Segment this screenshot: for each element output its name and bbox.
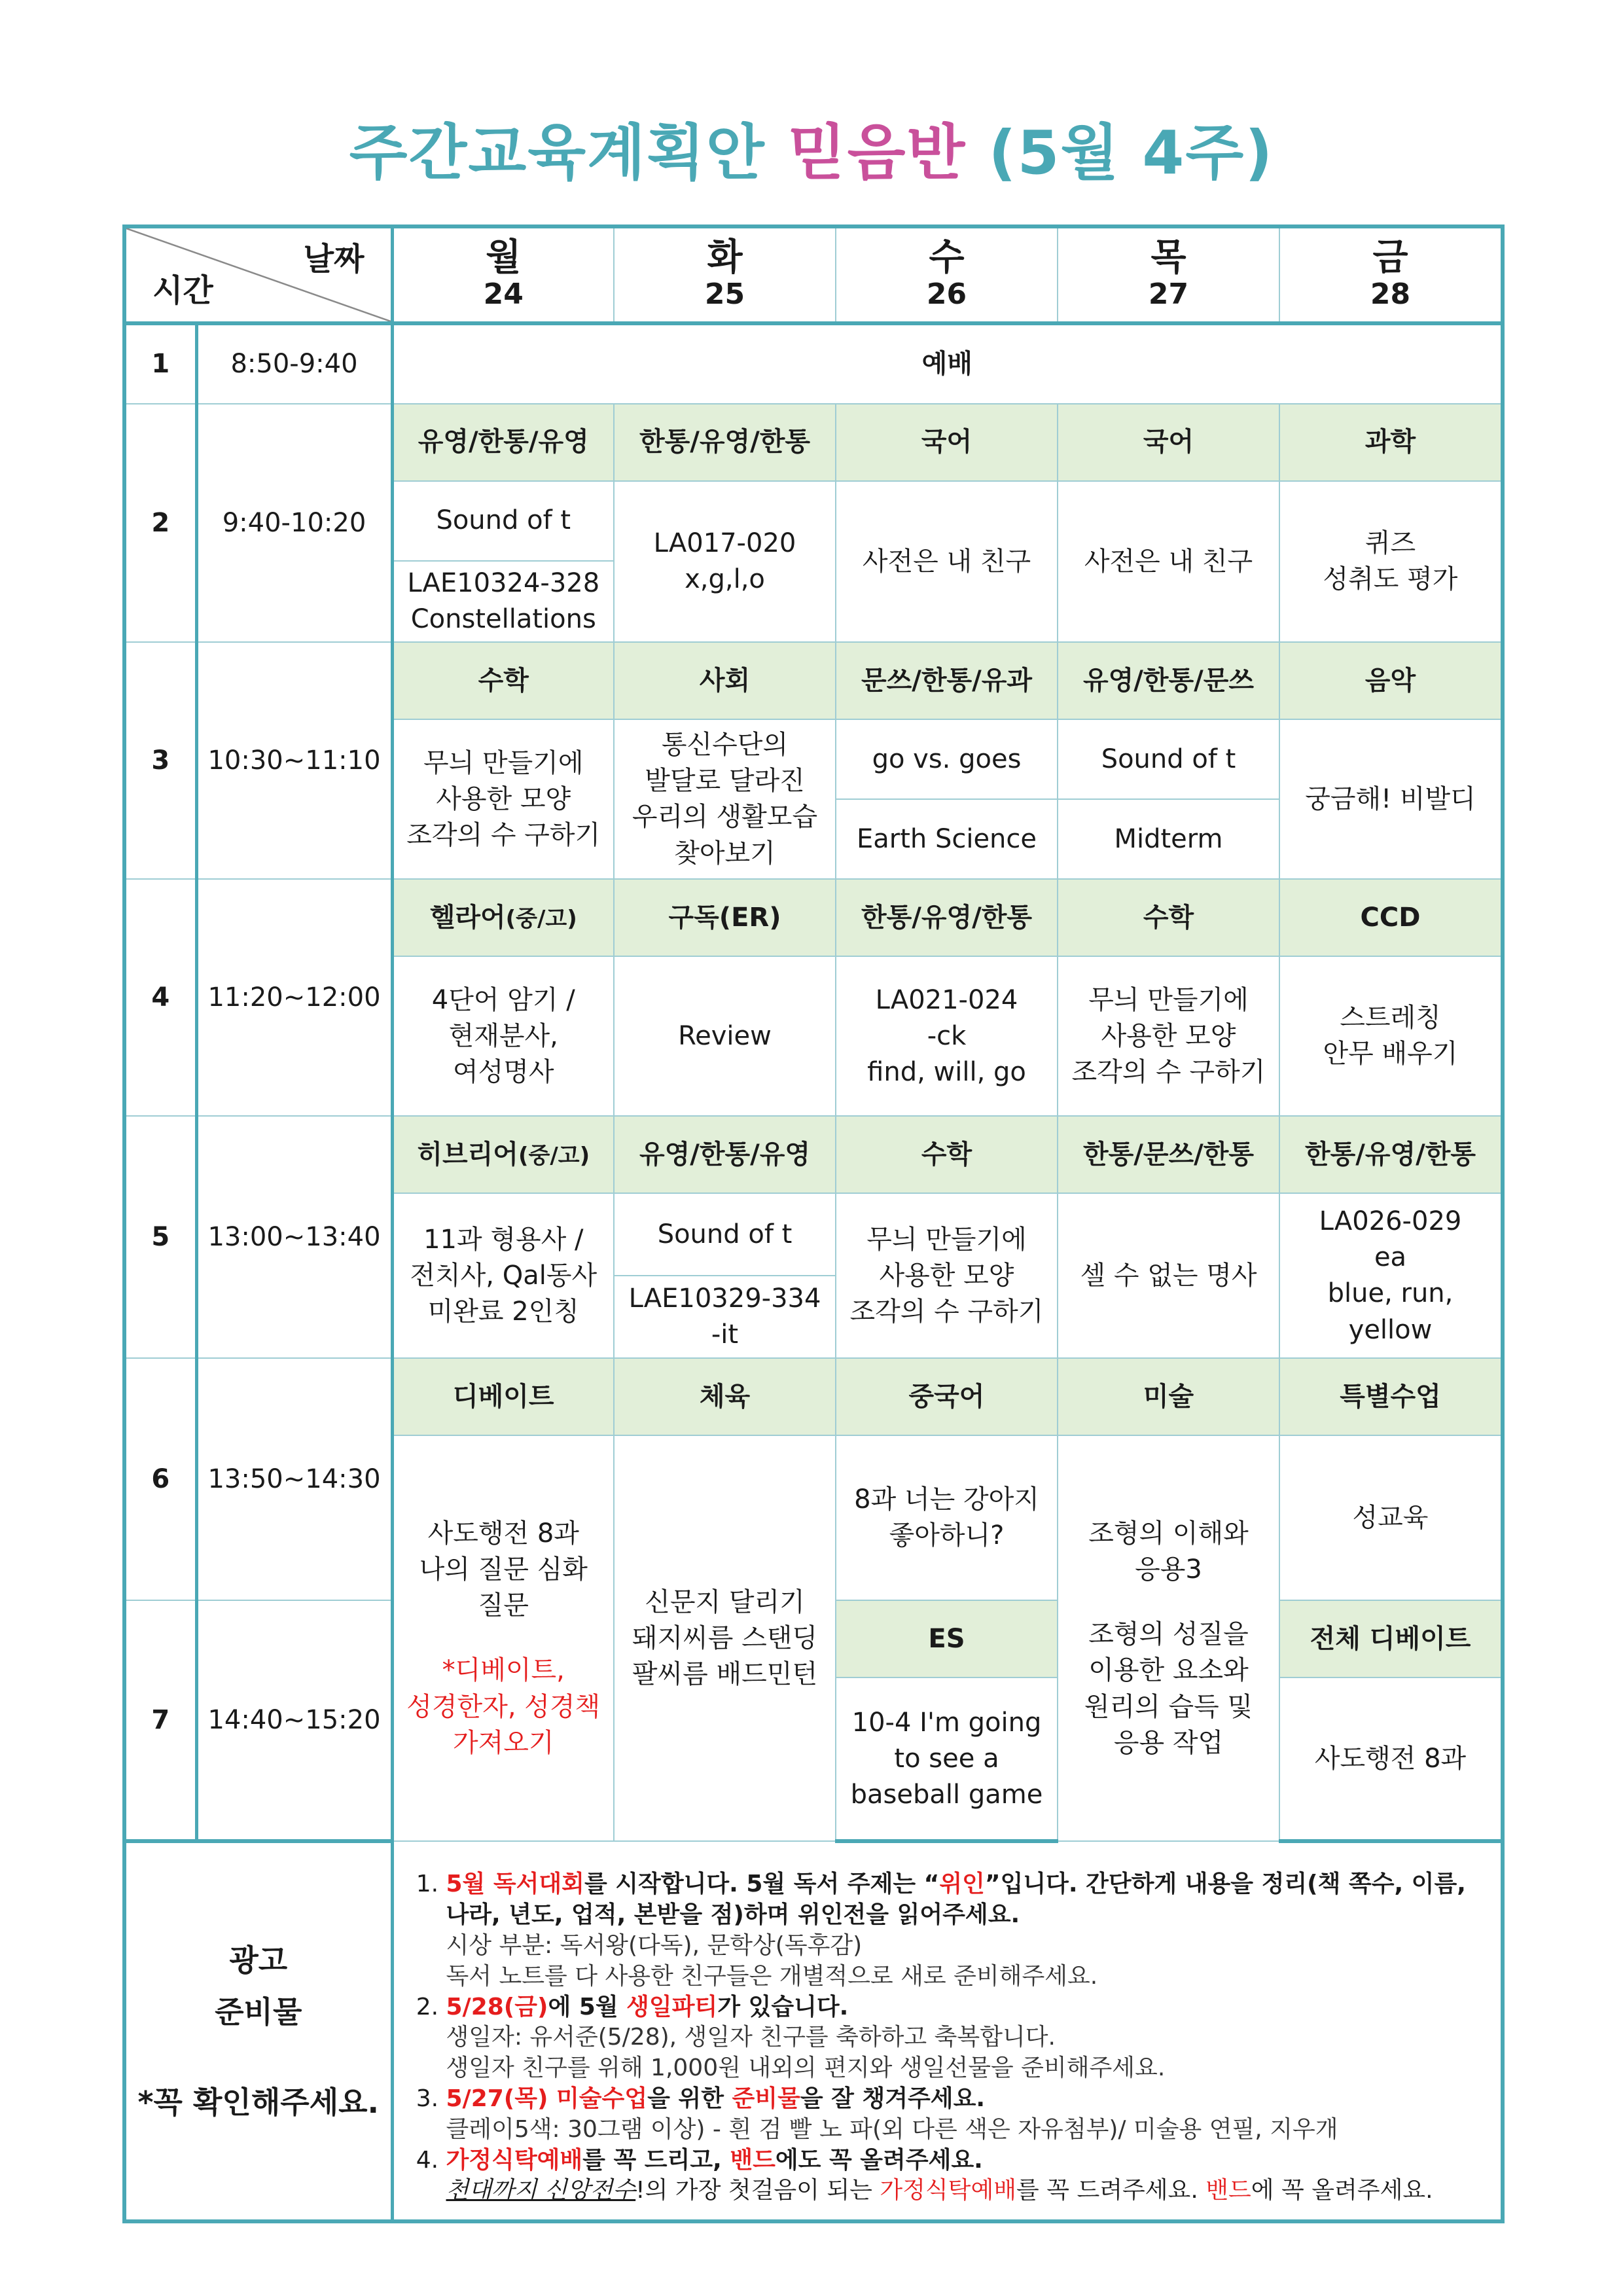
period-time: 13:00~13:40 (196, 1116, 392, 1358)
content-cell: Review (614, 956, 836, 1116)
worship-cell: 예배 (392, 323, 1503, 404)
subject-cell: 한통/유영/한통 (614, 404, 836, 481)
period-time: 11:20~12:00 (196, 879, 392, 1116)
content-cell: Sound of t (392, 481, 614, 561)
period-1-row (124, 323, 1503, 404)
notice-item: 3. 5/27(목) 미술수업을 위한 준비물을 잘 챙겨주세요. 클레이5색: 30그램 이상) - 흰 검 빨 노 파(외 다른 색은 자유첨부)/ 미술용 연필, 지우개 (446, 2084, 1484, 2145)
period-number: 2 (124, 404, 196, 642)
subject-cell: 유영/한통/유영 (614, 1116, 836, 1193)
subject-cell: 중국어 (836, 1358, 1058, 1435)
subject-cell: 유영/한통/문쓰 (1058, 642, 1279, 719)
reminder-text: *디베이트, 성경한자, 성경책 가져오기 (406, 1655, 601, 1758)
period-number: 4 (124, 879, 196, 1116)
page-title: 주간교육계획안 믿음반 (5월 4주) (349, 118, 1274, 188)
subject-cell: 국어 (1058, 404, 1279, 481)
period-time: 8:50-9:40 (196, 323, 392, 404)
period-time: 9:40-10:20 (196, 404, 392, 642)
header-wed: 수 26 (836, 226, 1058, 323)
period-time: 10:30~11:10 (196, 642, 392, 879)
notice-item: 1. 5월 독서대회를 시작합니다. 5월 독서 주제는 “위인”입니다. 간단하게 내용을 정리(책 쪽수, 이름, 나라, 년도, 업적, 본받을 점)하며 위인전을 읽어주세요. 시상 부분: 독서왕(다독), 문학상(독후감) 독서 노트를 다 사용한 친구들은 개별적으로 새로 준비해주세요. (446, 1869, 1484, 1992)
notice-label: 광고 (229, 1943, 288, 1979)
period-number: 7 (124, 1600, 196, 1841)
period-5-subject-row (124, 1116, 1503, 1193)
period-time: 13:50~14:30 (196, 1358, 392, 1600)
content-cell: LAE10324-328 Constellations (392, 561, 614, 642)
notice-content (392, 1841, 1503, 2221)
subject-cell: 체육 (614, 1358, 836, 1435)
period-number: 1 (124, 323, 196, 404)
period-number: 3 (124, 642, 196, 879)
content-cell: 퀴즈 성취도 평가 (1279, 481, 1503, 642)
subject-cell: 한통/유영/한통 (836, 879, 1058, 956)
content-cell: 10-4 I'm going to see a baseball game (836, 1677, 1058, 1841)
subject-cell: 미술 (1058, 1358, 1279, 1435)
content-cell: LA026-029 ea blue, run, yellow (1279, 1193, 1503, 1358)
content-cell: 사도행전 8과 (1279, 1677, 1503, 1841)
date-corner-label: 날짜 (303, 241, 365, 278)
content-cell: 4단어 암기 / 현재분사, 여성명사 (392, 956, 614, 1116)
content-cell: 셀 수 없는 명사 (1058, 1193, 1279, 1358)
subject-cell: 수학 (392, 642, 614, 719)
subject-cell: 수학 (1058, 879, 1279, 956)
content-cell: 성교육 (1279, 1435, 1503, 1600)
subject-cell: 전체 디베이트 (1279, 1600, 1503, 1677)
subject-cell: 디베이트 (392, 1358, 614, 1435)
period-number: 5 (124, 1116, 196, 1358)
notice-label-cell (124, 1841, 392, 2221)
header-tue: 화 25 (614, 226, 836, 323)
content-cell: LA017-020 x,g,l,o (614, 481, 836, 642)
period-2-subject-row (124, 404, 1503, 481)
subject-cell: 구독(ER) (614, 879, 836, 956)
subject-cell: 한통/유영/한통 (1279, 1116, 1503, 1193)
content-cell: LA021-024 -ck find, will, go (836, 956, 1058, 1116)
header-mon: 월 24 (392, 226, 614, 323)
subject-cell: 한통/문쓰/한통 (1058, 1116, 1279, 1193)
corner-cell (124, 226, 392, 323)
content-cell: LAE10329-334 -it (614, 1276, 836, 1358)
content-cell: 무늬 만들기에 사용한 모양 조각의 수 구하기 (836, 1193, 1058, 1358)
period-3-subject-row (124, 642, 1503, 719)
content-cell: Earth Science (836, 799, 1058, 879)
class-name: 믿음반 (787, 118, 967, 188)
notice-item: 2. 5/28(금)에 5월 생일파티가 있습니다. 생일자: 유서준(5/28), 생일자 친구를 축하하고 축복합니다. 생일자 친구를 위해 1,000원 내외의 편지와 생일선물을 준비해주세요. (446, 1992, 1484, 2084)
header-fri: 금 28 (1279, 226, 1503, 323)
content-cell: 사전은 내 친구 (836, 481, 1058, 642)
subject-cell: 사회 (614, 642, 836, 719)
subject-cell: 과학 (1279, 404, 1503, 481)
content-cell: Sound of t (1058, 719, 1279, 799)
subject-cell: 국어 (836, 404, 1058, 481)
content-cell: 8과 너는 강아지 좋아하니? (836, 1435, 1058, 1600)
period-number: 6 (124, 1358, 196, 1600)
content-cell: 궁금해! 비발디 (1279, 719, 1503, 879)
supplies-label: 준비물 (215, 1994, 302, 2030)
subject-cell: CCD (1279, 879, 1503, 956)
period-4-subject-row (124, 879, 1503, 956)
content-cell: 무늬 만들기에 사용한 모양 조각의 수 구하기 (392, 719, 614, 879)
subject-cell: 수학 (836, 1116, 1058, 1193)
notice-item: 4. 가정식탁예배를 꼭 드리고, 밴드에도 꼭 올려주세요. 천대까지 신앙전수!의 가장 첫걸음이 되는 가정식탁예배를 꼭 드려주세요. 밴드에 꼭 올려주세요. (446, 2145, 1484, 2207)
subject-cell: ES (836, 1600, 1058, 1677)
content-cell: 사도행전 8과 나의 질문 심화 질문 *디베이트, 성경한자, 성경책 가져오기 (392, 1435, 614, 1841)
subject-cell: 특별수업 (1279, 1358, 1503, 1435)
content-cell: 사전은 내 친구 (1058, 481, 1279, 642)
content-cell: 통신수단의 발달로 달라진 우리의 생활모습 찾아보기 (614, 719, 836, 879)
content-cell: 무늬 만들기에 사용한 모양 조각의 수 구하기 (1058, 956, 1279, 1116)
subject-cell: 헬라어(중/고) (392, 879, 614, 956)
period-6-subject-row (124, 1358, 1503, 1435)
notice-row (124, 1841, 1503, 2221)
content-cell: 조형의 이해와 응용3 조형의 성질을 이용한 요소와 원리의 습득 및 응용 작업 (1058, 1435, 1279, 1841)
check-reminder: *꼭 확인해주세요. (137, 2084, 380, 2120)
header-row (124, 226, 1503, 323)
subject-cell: 음악 (1279, 642, 1503, 719)
content-cell: Midterm (1058, 799, 1279, 879)
content-cell: Sound of t (614, 1193, 836, 1276)
content-cell: 11과 형용사 / 전치사, Qal동사 미완료 2인칭 (392, 1193, 614, 1358)
header-thu: 목 27 (1058, 226, 1279, 323)
content-cell: go vs. goes (836, 719, 1058, 799)
schedule-table (122, 224, 1505, 2223)
content-cell: 신문지 달리기 돼지씨름 스탠딩 팔씨름 배드민턴 (614, 1435, 836, 1841)
subject-cell: 문쓰/한통/유과 (836, 642, 1058, 719)
time-corner-label: 시간 (152, 272, 213, 309)
period-time: 14:40~15:20 (196, 1600, 392, 1841)
subject-cell: 히브리어(중/고) (392, 1116, 614, 1193)
content-cell: 스트레칭 안무 배우기 (1279, 956, 1503, 1116)
subject-cell: 유영/한통/유영 (392, 404, 614, 481)
